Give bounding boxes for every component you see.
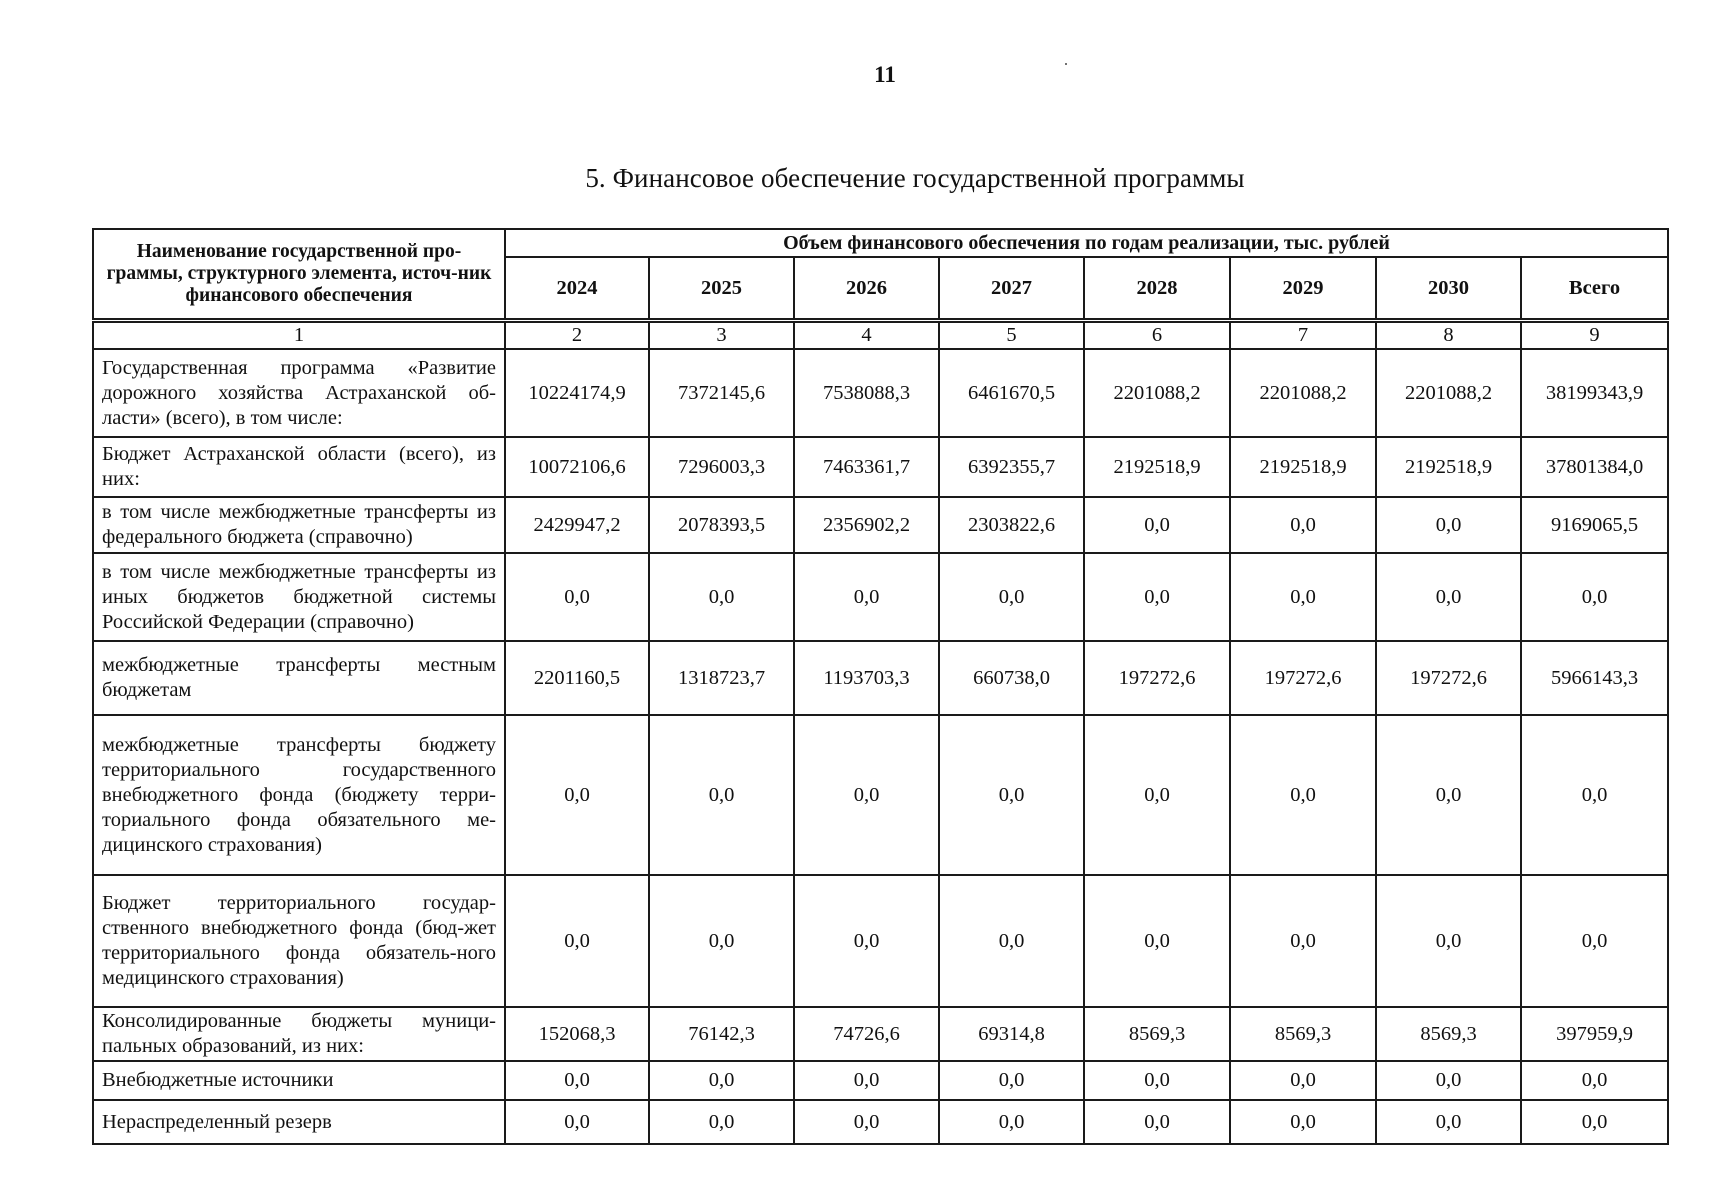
header-year: 2028 (1084, 257, 1230, 321)
row-value: 0,0 (505, 1061, 649, 1100)
row-value: 0,0 (1084, 1100, 1230, 1144)
header-name-column: Наименование государственной про-граммы, структурного элемента, источ-ник финансового обеспечения (93, 229, 505, 321)
row-value: 0,0 (794, 715, 939, 875)
row-value: 0,0 (939, 875, 1084, 1007)
row-label: в том числе межбюджетные трансферты из федерального бюджета (справочно) (93, 497, 505, 553)
row-value: 8569,3 (1084, 1007, 1230, 1061)
scan-speck (1065, 63, 1067, 65)
row-label: Консолидированные бюджеты муници-пальных образований, из них: (93, 1007, 505, 1061)
column-number: 2 (505, 321, 649, 350)
row-value: 0,0 (1084, 875, 1230, 1007)
row-value: 7372145,6 (649, 349, 794, 437)
row-value: 0,0 (794, 875, 939, 1007)
row-total: 0,0 (1521, 715, 1668, 875)
row-value: 0,0 (1230, 497, 1376, 553)
row-value: 0,0 (1084, 715, 1230, 875)
row-value: 0,0 (939, 553, 1084, 641)
row-label: Государственная программа «Развитие дорожного хозяйства Астраханской об-ласти» (всего), в том числе: (93, 349, 505, 437)
row-value: 0,0 (1230, 553, 1376, 641)
row-total: 9169065,5 (1521, 497, 1668, 553)
row-value: 0,0 (1230, 1100, 1376, 1144)
row-value: 69314,8 (939, 1007, 1084, 1061)
column-number: 4 (794, 321, 939, 350)
header-year: 2025 (649, 257, 794, 321)
row-total: 0,0 (1521, 553, 1668, 641)
table-row (93, 641, 1668, 715)
row-value: 0,0 (1230, 875, 1376, 1007)
row-total: 0,0 (1521, 1061, 1668, 1100)
row-value: 0,0 (1376, 1061, 1521, 1100)
table-row (93, 875, 1668, 1007)
section-title: 5. Финансовое обеспечение государственной программы (585, 163, 1245, 193)
row-value: 2429947,2 (505, 497, 649, 553)
row-label: Бюджет Астраханской области (всего), из них: (93, 437, 505, 497)
financing-table (92, 228, 1669, 1145)
table-row (93, 1061, 1668, 1100)
row-value: 2192518,9 (1230, 437, 1376, 497)
row-value: 197272,6 (1230, 641, 1376, 715)
row-value: 0,0 (939, 715, 1084, 875)
column-number: 5 (939, 321, 1084, 350)
row-value: 0,0 (505, 553, 649, 641)
row-value: 0,0 (505, 715, 649, 875)
row-value: 2303822,6 (939, 497, 1084, 553)
row-value: 0,0 (649, 715, 794, 875)
header-volume: Объем финансового обеспечения по годам реализации, тыс. рублей (505, 229, 1668, 257)
row-total: 0,0 (1521, 1100, 1668, 1144)
row-value: 0,0 (1376, 553, 1521, 641)
header-year: 2029 (1230, 257, 1376, 321)
row-value: 2201160,5 (505, 641, 649, 715)
row-value: 0,0 (1376, 1100, 1521, 1144)
row-value: 1318723,7 (649, 641, 794, 715)
row-value: 0,0 (1230, 715, 1376, 875)
row-value: 10072106,6 (505, 437, 649, 497)
row-label: в том числе межбюджетные трансферты из иных бюджетов бюджетной системы Российской Федерации (справочно) (93, 553, 505, 641)
header-year: 2026 (794, 257, 939, 321)
column-number: 9 (1521, 321, 1668, 350)
row-value: 2201088,2 (1084, 349, 1230, 437)
row-value: 0,0 (1376, 497, 1521, 553)
row-value: 0,0 (794, 1100, 939, 1144)
row-value: 0,0 (649, 1100, 794, 1144)
row-label: межбюджетные трансферты местным бюджетам (93, 641, 505, 715)
table-row (93, 497, 1668, 553)
row-value: 2356902,2 (794, 497, 939, 553)
row-total: 397959,9 (1521, 1007, 1668, 1061)
row-value: 10224174,9 (505, 349, 649, 437)
row-value: 7538088,3 (794, 349, 939, 437)
row-value: 0,0 (649, 875, 794, 1007)
row-value: 152068,3 (505, 1007, 649, 1061)
row-value: 0,0 (505, 1100, 649, 1144)
row-value: 76142,3 (649, 1007, 794, 1061)
column-number-row (93, 321, 1668, 350)
row-value: 197272,6 (1084, 641, 1230, 715)
row-value: 0,0 (939, 1061, 1084, 1100)
row-value: 660738,0 (939, 641, 1084, 715)
row-value: 2192518,9 (1084, 437, 1230, 497)
table-row (93, 349, 1668, 437)
table-row (93, 1100, 1668, 1144)
row-value: 8569,3 (1376, 1007, 1521, 1061)
header-year: 2027 (939, 257, 1084, 321)
row-value: 74726,6 (794, 1007, 939, 1061)
row-total: 0,0 (1521, 875, 1668, 1007)
row-value: 6392355,7 (939, 437, 1084, 497)
table-row (93, 1007, 1668, 1061)
row-total: 38199343,9 (1521, 349, 1668, 437)
table-row (93, 553, 1668, 641)
row-total: 5966143,3 (1521, 641, 1668, 715)
row-value: 2192518,9 (1376, 437, 1521, 497)
row-value: 0,0 (794, 1061, 939, 1100)
page-number: 11 (874, 62, 896, 87)
column-number: 7 (1230, 321, 1376, 350)
row-label: межбюджетные трансферты бюджету территориального государственного внебюджетного фонда (бюджету терри-ториального фонда обязательного ме-дицинского страхования) (93, 715, 505, 875)
row-value: 2201088,2 (1230, 349, 1376, 437)
column-number: 1 (93, 321, 505, 350)
header-year: 2024 (505, 257, 649, 321)
row-label: Нераспределенный резерв (93, 1100, 505, 1144)
column-number: 8 (1376, 321, 1521, 350)
row-label: Бюджет территориального государ-ственного внебюджетного фонда (бюд-жет территориального фонда обязатель-ного медицинского страхования) (93, 875, 505, 1007)
row-value: 2078393,5 (649, 497, 794, 553)
row-total: 37801384,0 (1521, 437, 1668, 497)
column-number: 6 (1084, 321, 1230, 350)
row-value: 0,0 (794, 553, 939, 641)
row-value: 197272,6 (1376, 641, 1521, 715)
row-value: 0,0 (1084, 553, 1230, 641)
row-value: 7463361,7 (794, 437, 939, 497)
header-total: Всего (1521, 257, 1668, 321)
row-value: 0,0 (1376, 875, 1521, 1007)
row-value: 0,0 (1084, 1061, 1230, 1100)
row-value: 0,0 (649, 553, 794, 641)
row-value: 0,0 (1376, 715, 1521, 875)
table-row (93, 437, 1668, 497)
row-value: 1193703,3 (794, 641, 939, 715)
row-value: 6461670,5 (939, 349, 1084, 437)
row-value: 0,0 (505, 875, 649, 1007)
table-row (93, 715, 1668, 875)
row-value: 0,0 (649, 1061, 794, 1100)
row-value: 0,0 (939, 1100, 1084, 1144)
row-value: 8569,3 (1230, 1007, 1376, 1061)
row-value: 0,0 (1230, 1061, 1376, 1100)
row-value: 2201088,2 (1376, 349, 1521, 437)
row-value: 0,0 (1084, 497, 1230, 553)
row-value: 7296003,3 (649, 437, 794, 497)
column-number: 3 (649, 321, 794, 350)
header-year: 2030 (1376, 257, 1521, 321)
row-label: Внебюджетные источники (93, 1061, 505, 1100)
